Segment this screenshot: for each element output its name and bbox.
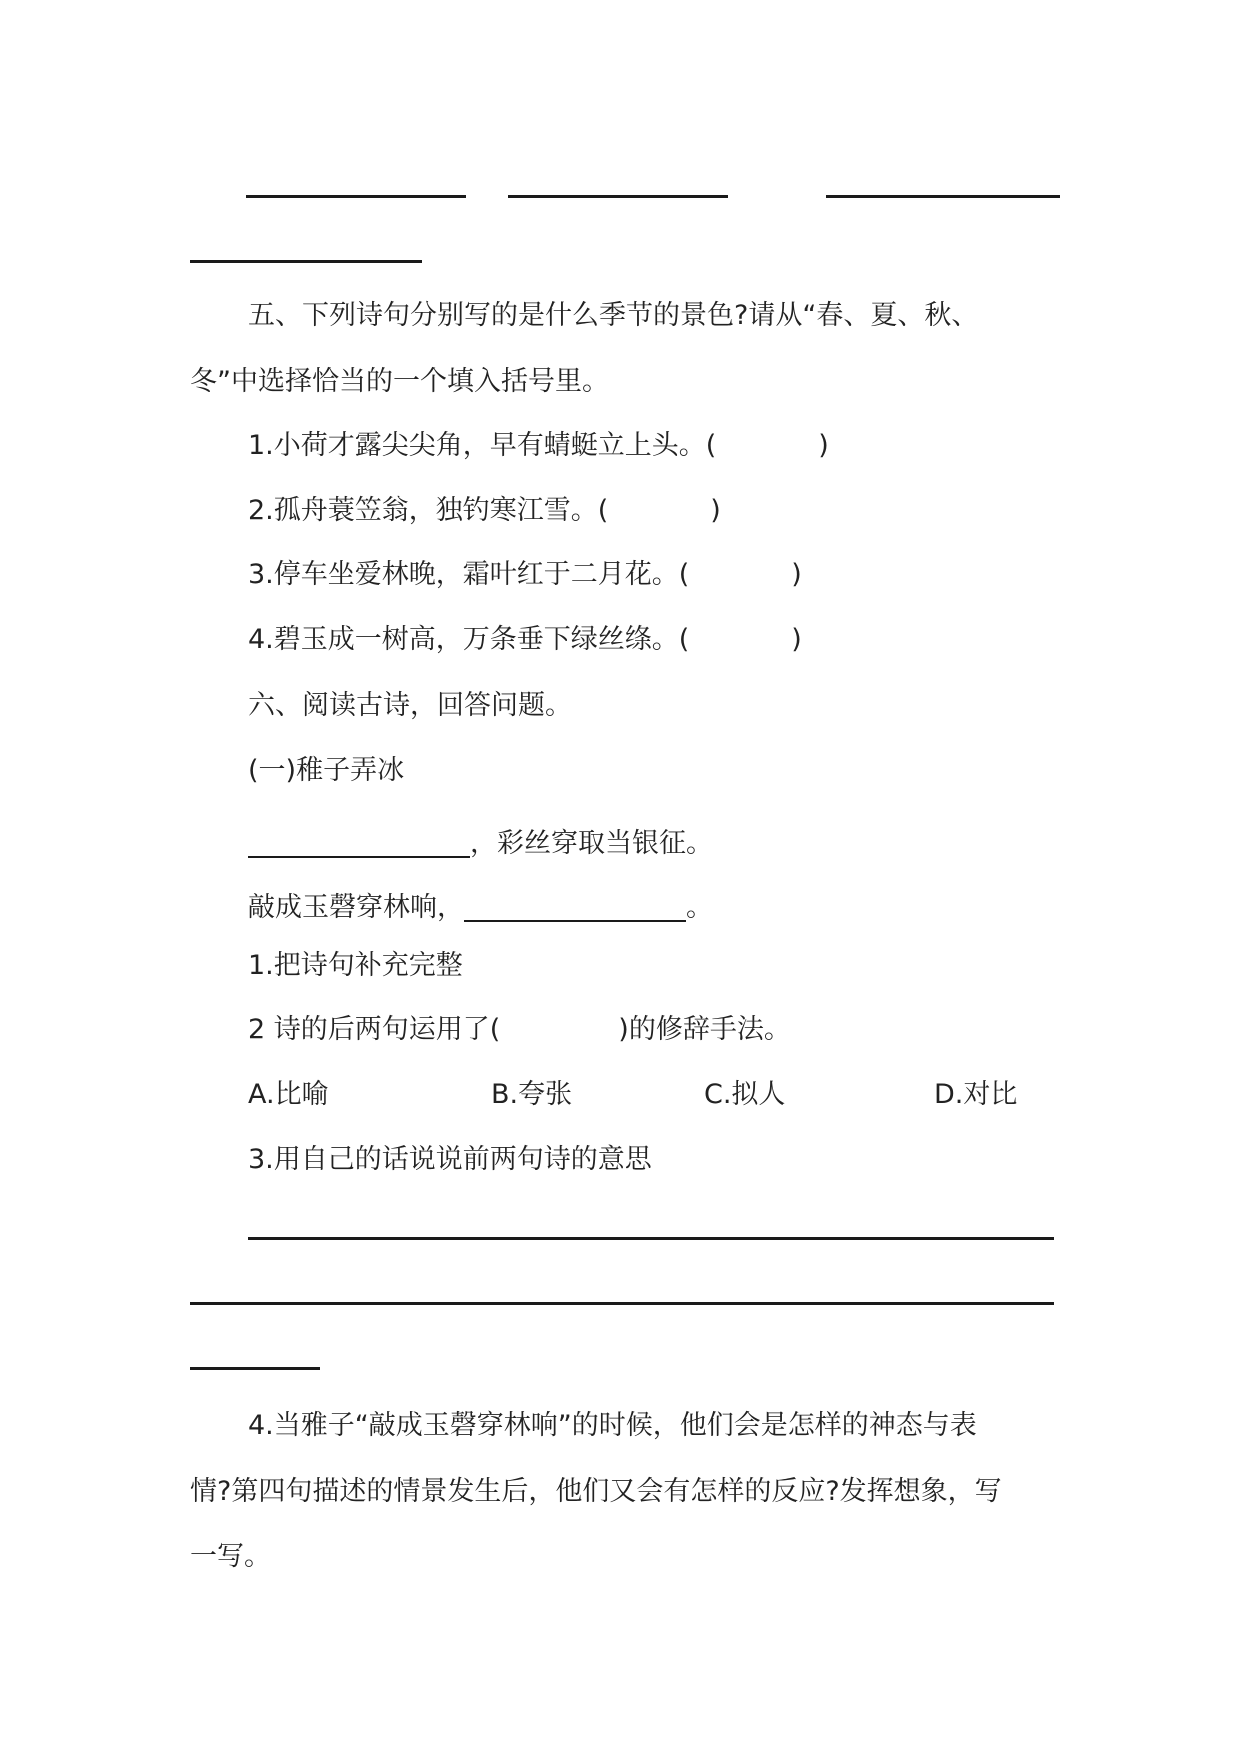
question-text: 1.小荷才露尖尖角，早有蜻蜓立上头。( — [248, 430, 717, 461]
poem-text: ，彩丝穿取当银征。 — [470, 828, 713, 859]
question-6-3: 3.用自己的话说说前两句诗的意思 — [248, 1144, 652, 1175]
section-5-title: 五、下列诗句分别写的是什么季节的景色?请从“春、夏、秋、 — [248, 300, 979, 331]
question-text: 3.停车坐爱林晚，霜叶红于二月花。( — [248, 559, 690, 590]
question-6-4: 4.当雅子“敲成玉磬穿林响”的时候，他们会是怎样的神态与表 — [248, 1410, 977, 1441]
option-c[interactable]: C.拟人 — [704, 1079, 786, 1110]
answer-blank[interactable] — [826, 195, 1060, 198]
paren-close: ) — [710, 495, 721, 526]
answer-line[interactable] — [248, 1237, 1054, 1240]
answer-line[interactable] — [190, 1302, 1054, 1305]
option-b[interactable]: B.夸张 — [491, 1079, 573, 1110]
question-text: 4.碧玉成一树高，万条垂下绿丝绦。( — [248, 624, 690, 655]
answer-blank[interactable] — [246, 195, 466, 198]
poem-title: (一)稚子弄冰 — [248, 755, 405, 786]
paren-close: ) — [791, 624, 802, 655]
poem-text: 敲成玉磬穿林响， — [248, 892, 464, 923]
paren-close: ) — [818, 430, 829, 461]
question-text: 2.孤舟蓑笠翁，独钓寒江雪。( — [248, 495, 609, 526]
question-4 — [248, 620, 802, 660]
question-3 — [248, 555, 802, 595]
poem-line-1 — [248, 816, 713, 864]
question-6-4-cont: 一写。 — [190, 1541, 271, 1572]
section-6-title: 六、阅读古诗，回答问题。 — [248, 690, 572, 721]
answer-blank[interactable] — [508, 195, 728, 198]
poem-blank[interactable] — [248, 816, 470, 858]
option-a[interactable]: A.比喻 — [248, 1079, 329, 1110]
question-6-4-cont: 情?第四句描述的情景发生后，他们又会有怎样的反应?发挥想象，写 — [190, 1476, 1002, 1507]
question-text: )的修辞手法。 — [618, 1014, 791, 1045]
section-5-title-cont: 冬”中选择恰当的一个填入括号里。 — [190, 366, 609, 397]
question-6-1: 1.把诗句补充完整 — [248, 950, 463, 981]
poem-line-2 — [248, 880, 713, 928]
answer-blank[interactable] — [190, 260, 422, 263]
poem-blank[interactable] — [464, 880, 686, 922]
poem-text: 。 — [686, 892, 713, 923]
question-2 — [248, 491, 721, 531]
question-1 — [248, 426, 829, 466]
question-text: 2 诗的后两句运用了( — [248, 1014, 501, 1045]
option-d[interactable]: D.对比 — [934, 1079, 1018, 1110]
answer-line[interactable] — [190, 1367, 320, 1370]
paren-close: ) — [791, 559, 802, 590]
question-6-2 — [248, 1010, 791, 1050]
